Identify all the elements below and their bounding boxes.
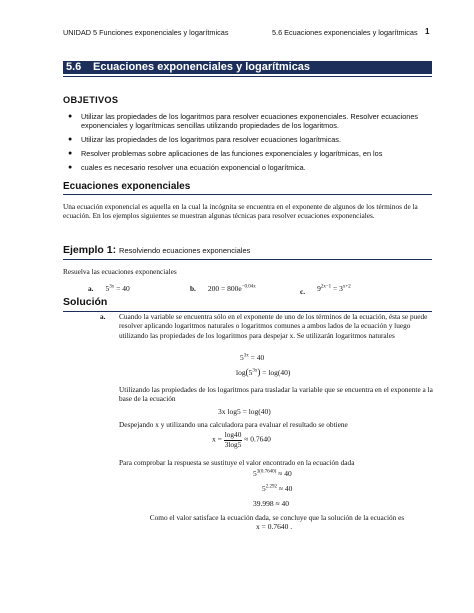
title-divider bbox=[63, 76, 432, 77]
example-item-a bbox=[88, 278, 130, 296]
objetivo-text: cuales es necesario resolver una ecuación exponencial o logarítmica. bbox=[81, 162, 306, 172]
solution-paragraph-1: Cuando la variable se encuentra sólo en el exponente de uno de los términos de la ecuación, ésta se puede resolver aplicando logaritmos naturales o logaritmos comunes a ambos lados de la ecuación y luego utilizando las propiedades de los logaritmos para despejar x. Se utilizarán logaritmos naturales bbox=[119, 312, 428, 340]
objetivo-item bbox=[63, 135, 435, 144]
check-equation-1: $5^{3(0.7640)} \approx 40$ bbox=[253, 469, 292, 478]
check-equation-3: 39.998 ≈ 40 bbox=[253, 499, 289, 508]
subsection-divider bbox=[63, 194, 432, 195]
section-number: 5.6 bbox=[66, 61, 82, 73]
solution-paragraph-3: Despejando x y utilizando una calculadora para evaluar el resultado se obtiene bbox=[119, 420, 348, 429]
item-equation: $9^{2x-1} = 3^{x+2}$ bbox=[317, 284, 351, 293]
example-title bbox=[63, 244, 250, 256]
solution-paragraph-2: Utilizando las propiedades de los logaritmos para trasladar la variable que se encuentra en el exponente a la base de la ecuación bbox=[119, 385, 433, 404]
section-title: Ecuaciones exponenciales y logarítmicas bbox=[93, 61, 311, 73]
objetivo-item bbox=[63, 112, 435, 131]
objetivo-text: Utilizar las propiedades de los logaritmos para resolver ecuaciones exponenciales. Resolver ecuaciones exponenciales y logarítmicas sencillas utilizando propiedades de los logaritmos. bbox=[81, 112, 419, 131]
definition-paragraph: Una ecuación exponencial es aquella en la cual la incógnita se encuentra en el exponente de algunos de los términos de la ecuación. En los ejemplos siguientes se muestran algunas técnicas para resolver ecuaciones exponenciales. bbox=[63, 202, 418, 221]
final-answer: x = 0.7640 . bbox=[256, 522, 293, 531]
item-label: a. bbox=[88, 284, 94, 293]
objetivos-heading: OBJETIVOS bbox=[63, 95, 119, 105]
objetivo-text: Utilizar las propiedades de los logaritmos para resolver ecuaciones logarítmicas. bbox=[81, 135, 341, 145]
item-label: b. bbox=[190, 284, 196, 293]
solution-paragraph-4: Para comprobar la respuesta se sustituye el valor encontrado en la ecuación dada bbox=[119, 458, 355, 467]
objetivo-text: Resolver problemas sobre aplicaciones de las funciones exponenciales y logarítmicas, en los bbox=[81, 149, 383, 159]
example-subtitle: Resolviendo ecuaciones exponenciales bbox=[119, 246, 251, 255]
bullet-icon: ● bbox=[68, 150, 73, 158]
solution-heading: Solución bbox=[63, 296, 108, 308]
objetivo-item bbox=[63, 163, 435, 172]
objetivo-item bbox=[63, 149, 435, 158]
equation-1: $5^{3x} = 40$ bbox=[240, 353, 265, 362]
example-item-b bbox=[190, 278, 256, 296]
example-divider bbox=[63, 259, 432, 260]
example-prompt: Resuelva las ecuaciones exponenciales bbox=[63, 267, 177, 276]
section-title-bar bbox=[63, 61, 432, 74]
objetivos-list bbox=[63, 112, 435, 177]
running-header-left: UNIDAD 5 Funciones exponenciales y logarítmicas bbox=[63, 28, 229, 37]
equation-4: x = $\frac{\log 40}{3\log 5}$ ≈ 0.7640 bbox=[212, 430, 271, 449]
item-equation: $5^{3x} = 40$ bbox=[105, 284, 130, 293]
item-equation: $200 = 800e^{-0.04x}$ bbox=[207, 284, 256, 293]
running-header-right: 5.6 Ecuaciones exponenciales y logarítmicas bbox=[272, 28, 418, 37]
equation-2: $\log(5^{3x}) = \log(40)$ bbox=[236, 367, 291, 377]
page-number: 1 bbox=[425, 27, 430, 36]
bullet-icon: ● bbox=[68, 113, 73, 120]
subsection-heading: Ecuaciones exponenciales bbox=[63, 181, 191, 192]
example-item-c bbox=[300, 278, 351, 296]
example-label: Ejemplo 1: bbox=[63, 244, 117, 256]
item-label: c. bbox=[300, 287, 306, 296]
solution-label: a. bbox=[100, 312, 106, 321]
bullet-icon: ● bbox=[68, 163, 73, 171]
equation-3: 3x log5 = log(40) bbox=[218, 407, 271, 416]
check-equation-2: $5^{2.292} \approx 40$ bbox=[262, 484, 293, 493]
bullet-icon: ● bbox=[68, 136, 73, 144]
solution-paragraph-5: Como el valor satisface la ecuación dada, se concluye que la solución de la ecuación es bbox=[149, 513, 405, 522]
